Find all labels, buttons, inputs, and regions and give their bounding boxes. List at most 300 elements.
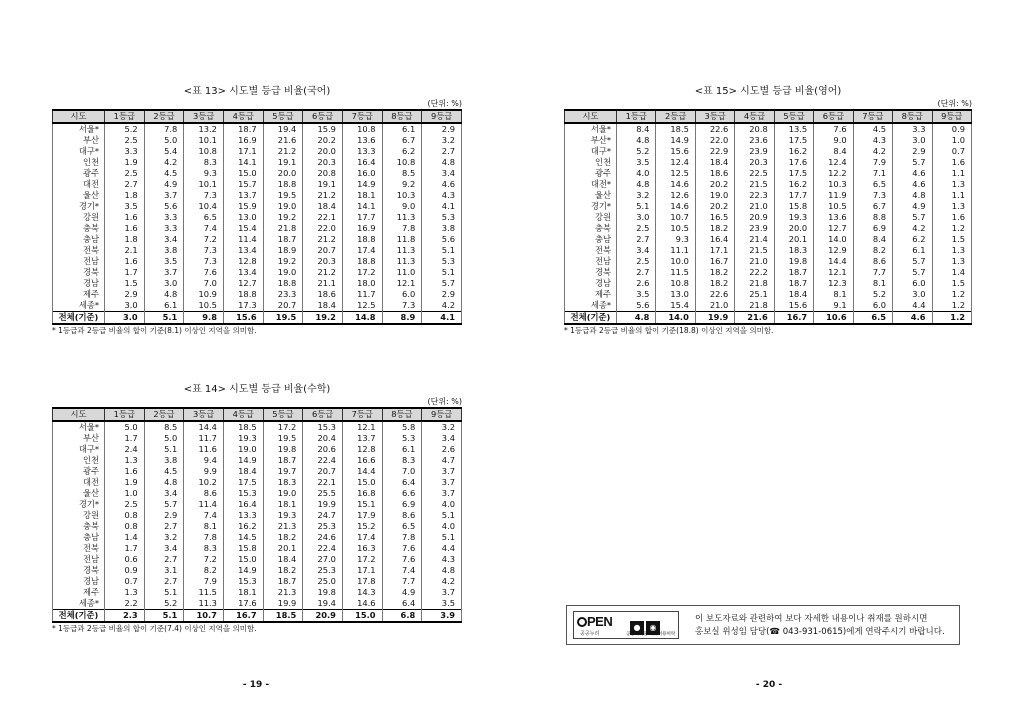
page-number-right: - 20 -: [755, 680, 783, 690]
region-cell: 울산: [565, 190, 617, 201]
table-13-panel: [52, 86, 462, 336]
value-cell: 19.0: [263, 488, 303, 499]
region-cell: 전남: [53, 256, 105, 267]
value-cell: 16.3: [342, 543, 382, 554]
value-cell: 22.0: [303, 223, 343, 234]
value-cell: 22.3: [735, 190, 774, 201]
value-cell: 15.3: [223, 488, 263, 499]
region-cell: 충남: [53, 234, 105, 245]
value-cell: 10.7: [656, 212, 695, 223]
header-grade-2: 2등급: [656, 110, 695, 123]
value-cell: 0.7: [105, 576, 145, 587]
value-cell: 18.9: [263, 245, 303, 256]
table-total-row: [53, 610, 462, 623]
value-cell: 3.7: [422, 466, 462, 477]
value-cell: 14.5: [223, 532, 263, 543]
value-cell: 20.4: [303, 433, 343, 444]
value-cell: 19.2: [263, 256, 303, 267]
value-cell: 4.5: [144, 466, 184, 477]
value-cell: 1.9: [105, 157, 145, 168]
value-cell: 17.1: [223, 146, 263, 157]
value-cell: 6.7: [853, 201, 892, 212]
value-cell: 13.4: [223, 267, 263, 278]
value-cell: 16.8: [342, 488, 382, 499]
contact-line-1: 이 보도자료와 관련하여 보다 자세한 내용이나 취재를 원하시면: [695, 614, 928, 624]
value-cell: 2.9: [144, 510, 184, 521]
value-cell: 20.0: [263, 168, 303, 179]
value-cell: 5.1: [422, 245, 462, 256]
region-cell: 충북: [53, 521, 105, 532]
region-cell: 경남: [53, 576, 105, 587]
header-grade-9: 9등급: [422, 408, 462, 421]
value-cell: 24.6: [303, 532, 343, 543]
value-cell: 4.8: [617, 312, 656, 325]
value-cell: 2.7: [144, 576, 184, 587]
value-cell: 5.3: [422, 212, 462, 223]
value-cell: 5.1: [422, 510, 462, 521]
table-header-row: [53, 110, 462, 123]
value-cell: 2.4: [105, 444, 145, 455]
value-cell: 7.3: [184, 190, 224, 201]
value-cell: 5.6: [617, 300, 656, 312]
region-cell: 전북: [53, 543, 105, 554]
value-cell: 7.9: [853, 157, 892, 168]
value-cell: 20.3: [303, 256, 343, 267]
region-cell: 부산: [53, 135, 105, 146]
value-cell: 19.0: [695, 190, 734, 201]
value-cell: 7.7: [382, 576, 422, 587]
open-license-box: [566, 605, 960, 645]
value-cell: 12.7: [814, 223, 853, 234]
value-cell: 13.6: [342, 135, 382, 146]
value-cell: 3.2: [617, 190, 656, 201]
region-cell: 제주: [53, 289, 105, 300]
value-cell: 17.8: [342, 576, 382, 587]
value-cell: 19.7: [263, 466, 303, 477]
value-cell: 13.3: [342, 146, 382, 157]
table-row: [53, 300, 462, 312]
value-cell: 5.8: [382, 421, 422, 433]
value-cell: 16.7: [223, 610, 263, 623]
value-cell: 13.3: [223, 510, 263, 521]
table-13: [52, 109, 462, 325]
table-row: [53, 234, 462, 245]
value-cell: 9.8: [184, 312, 224, 325]
table-row: [53, 433, 462, 444]
value-cell: 3.3: [144, 223, 184, 234]
value-cell: 13.0: [223, 212, 263, 223]
value-cell: 3.0: [105, 312, 145, 325]
table-row: [565, 146, 972, 157]
value-cell: 3.3: [893, 123, 932, 135]
value-cell: 19.5: [263, 312, 303, 325]
value-cell: 4.8: [422, 565, 462, 576]
value-cell: 2.5: [105, 168, 145, 179]
value-cell: 4.9: [382, 587, 422, 598]
value-cell: 13.7: [223, 190, 263, 201]
value-cell: 10.2: [184, 477, 224, 488]
value-cell: 16.2: [774, 146, 813, 157]
value-cell: 15.4: [656, 300, 695, 312]
value-cell: 18.1: [223, 587, 263, 598]
value-cell: 8.4: [617, 123, 656, 135]
value-cell: 4.8: [617, 135, 656, 146]
value-cell: 1.5: [932, 278, 972, 289]
value-cell: 2.7: [105, 179, 145, 190]
header-grade-4: 4등급: [735, 110, 774, 123]
header-grade-1: 1등급: [105, 408, 145, 421]
value-cell: 22.1: [303, 477, 343, 488]
value-cell: 15.6: [656, 146, 695, 157]
value-cell: 3.5: [105, 201, 145, 212]
value-cell: 12.7: [223, 278, 263, 289]
region-cell: 울산: [53, 190, 105, 201]
value-cell: 15.0: [342, 610, 382, 623]
value-cell: 14.9: [223, 565, 263, 576]
value-cell: 18.2: [263, 565, 303, 576]
value-cell: 17.7: [342, 212, 382, 223]
value-cell: 18.0: [342, 278, 382, 289]
value-cell: 3.8: [144, 245, 184, 256]
value-cell: 11.4: [223, 234, 263, 245]
value-cell: 16.5: [695, 212, 734, 223]
value-cell: 4.6: [893, 312, 932, 325]
value-cell: 18.3: [774, 245, 813, 256]
value-cell: 16.0: [342, 168, 382, 179]
value-cell: 21.4: [735, 234, 774, 245]
value-cell: 5.1: [422, 532, 462, 543]
value-cell: 25.3: [303, 565, 343, 576]
value-cell: 11.7: [342, 289, 382, 300]
value-cell: 11.6: [184, 444, 224, 455]
region-cell: 충북: [565, 223, 617, 234]
value-cell: 22.4: [303, 455, 343, 466]
table-row: [565, 212, 972, 223]
header-grade-5: 5등급: [263, 110, 303, 123]
value-cell: 17.4: [342, 245, 382, 256]
value-cell: 3.4: [144, 488, 184, 499]
value-cell: 12.8: [342, 444, 382, 455]
value-cell: 20.8: [303, 168, 343, 179]
value-cell: 16.2: [223, 521, 263, 532]
value-cell: 20.9: [303, 610, 343, 623]
value-cell: 0.9: [105, 565, 145, 576]
value-cell: 2.7: [422, 146, 462, 157]
value-cell: 7.8: [184, 532, 224, 543]
value-cell: 1.3: [932, 256, 972, 267]
header-grade-3: 3등급: [184, 408, 224, 421]
region-cell: 경북: [53, 565, 105, 576]
value-cell: 1.6: [105, 256, 145, 267]
value-cell: 1.6: [105, 466, 145, 477]
table-15: [564, 109, 972, 325]
value-cell: 0.8: [105, 521, 145, 532]
value-cell: 10.5: [656, 223, 695, 234]
value-cell: 12.1: [342, 421, 382, 433]
region-cell: 서울*: [565, 123, 617, 135]
value-cell: 14.1: [223, 157, 263, 168]
region-cell: 대구*: [53, 444, 105, 455]
value-cell: 14.0: [814, 234, 853, 245]
value-cell: 25.0: [303, 576, 343, 587]
table-row: [565, 223, 972, 234]
header-grade-1: 1등급: [617, 110, 656, 123]
value-cell: 9.1: [814, 300, 853, 312]
value-cell: 17.2: [342, 554, 382, 565]
value-cell: 1.2: [932, 289, 972, 300]
value-cell: 8.2: [184, 565, 224, 576]
value-cell: 18.4: [774, 289, 813, 300]
value-cell: 8.9: [382, 312, 422, 325]
value-cell: 19.0: [223, 444, 263, 455]
value-cell: 12.9: [814, 245, 853, 256]
value-cell: 25.5: [303, 488, 343, 499]
value-cell: 5.2: [105, 123, 145, 135]
value-cell: 8.3: [184, 543, 224, 554]
table-row: [565, 278, 972, 289]
value-cell: 18.6: [695, 168, 734, 179]
region-cell: 강원: [53, 212, 105, 223]
value-cell: 9.4: [184, 455, 224, 466]
value-cell: 12.1: [382, 278, 422, 289]
value-cell: 2.9: [422, 123, 462, 135]
value-cell: 1.1: [932, 190, 972, 201]
value-cell: 10.3: [382, 190, 422, 201]
value-cell: 22.6: [695, 289, 734, 300]
value-cell: 21.5: [735, 245, 774, 256]
table-row: [53, 157, 462, 168]
value-cell: 19.8: [303, 587, 343, 598]
value-cell: 2.5: [105, 135, 145, 146]
value-cell: 6.4: [382, 598, 422, 610]
value-cell: 9.3: [656, 234, 695, 245]
table-row: [565, 190, 972, 201]
value-cell: 3.0: [617, 212, 656, 223]
value-cell: 2.3: [105, 610, 145, 623]
table-row: [53, 499, 462, 510]
value-cell: 4.2: [422, 576, 462, 587]
value-cell: 20.6: [303, 444, 343, 455]
region-cell: 대전: [53, 477, 105, 488]
value-cell: 3.7: [422, 477, 462, 488]
value-cell: 18.4: [223, 466, 263, 477]
value-cell: 17.4: [342, 532, 382, 543]
table-row: [565, 168, 972, 179]
value-cell: 22.4: [303, 543, 343, 554]
value-cell: 17.2: [263, 421, 303, 433]
region-cell: 세종*: [53, 300, 105, 312]
table-row: [565, 256, 972, 267]
value-cell: 4.0: [422, 521, 462, 532]
value-cell: 18.8: [263, 278, 303, 289]
value-cell: 19.4: [263, 123, 303, 135]
region-cell: 충남: [565, 234, 617, 245]
value-cell: 10.6: [814, 312, 853, 325]
value-cell: 18.7: [223, 123, 263, 135]
region-cell: 서울*: [53, 421, 105, 433]
value-cell: 7.3: [184, 245, 224, 256]
header-grade-3: 3등급: [184, 110, 224, 123]
value-cell: 3.7: [422, 488, 462, 499]
value-cell: 8.4: [853, 234, 892, 245]
value-cell: 13.7: [342, 433, 382, 444]
value-cell: 12.5: [342, 300, 382, 312]
value-cell: 0.9: [932, 123, 972, 135]
table-row: [53, 256, 462, 267]
value-cell: 11.5: [656, 267, 695, 278]
value-cell: 2.7: [144, 554, 184, 565]
region-cell: 부산: [53, 433, 105, 444]
value-cell: 10.0: [656, 256, 695, 267]
value-cell: 5.7: [144, 499, 184, 510]
value-cell: 6.2: [893, 234, 932, 245]
value-cell: 6.2: [382, 146, 422, 157]
value-cell: 6.8: [382, 610, 422, 623]
table-row: [53, 521, 462, 532]
table-row: [565, 201, 972, 212]
header-grade-9: 9등급: [932, 110, 972, 123]
region-cell: 전북: [53, 245, 105, 256]
region-cell: 경기*: [53, 201, 105, 212]
value-cell: 7.0: [184, 278, 224, 289]
header-grade-8: 8등급: [382, 408, 422, 421]
value-cell: 2.5: [105, 499, 145, 510]
table-row: [565, 289, 972, 300]
value-cell: 21.1: [303, 278, 343, 289]
value-cell: 4.6: [893, 168, 932, 179]
region-cell: 강원: [53, 510, 105, 521]
value-cell: 5.1: [144, 610, 184, 623]
value-cell: 1.6: [105, 212, 145, 223]
value-cell: 18.8: [342, 256, 382, 267]
value-cell: 14.6: [342, 598, 382, 610]
value-cell: 2.6: [617, 278, 656, 289]
value-cell: 6.1: [144, 300, 184, 312]
open-ring-icon: [577, 617, 587, 627]
value-cell: 6.1: [382, 123, 422, 135]
value-cell: 9.9: [184, 466, 224, 477]
value-cell: 8.1: [814, 289, 853, 300]
value-cell: 11.3: [184, 598, 224, 610]
value-cell: 11.3: [382, 256, 422, 267]
value-cell: 17.7: [774, 190, 813, 201]
value-cell: 24.7: [303, 510, 343, 521]
table-row: [565, 135, 972, 146]
value-cell: 21.0: [735, 201, 774, 212]
value-cell: 1.7: [105, 543, 145, 554]
value-cell: 7.4: [184, 510, 224, 521]
table-row: [53, 587, 462, 598]
value-cell: 18.7: [263, 234, 303, 245]
header-grade-3: 3등급: [695, 110, 734, 123]
value-cell: 7.6: [184, 267, 224, 278]
table-row: [53, 278, 462, 289]
table-row: [53, 543, 462, 554]
value-cell: 21.6: [263, 135, 303, 146]
value-cell: 5.1: [144, 444, 184, 455]
value-cell: 17.9: [342, 510, 382, 521]
header-grade-4: 4등급: [223, 110, 263, 123]
value-cell: 19.2: [303, 312, 343, 325]
value-cell: 5.6: [144, 201, 184, 212]
value-cell: 5.1: [617, 201, 656, 212]
table-row: [53, 565, 462, 576]
value-cell: 1.3: [105, 587, 145, 598]
value-cell: 11.5: [184, 587, 224, 598]
value-cell: 7.0: [382, 466, 422, 477]
value-cell: 8.6: [853, 256, 892, 267]
value-cell: 23.9: [735, 146, 774, 157]
value-cell: 3.3: [105, 146, 145, 157]
value-cell: 15.1: [342, 499, 382, 510]
value-cell: 7.8: [382, 532, 422, 543]
value-cell: 25.3: [303, 521, 343, 532]
table-row: [565, 123, 972, 135]
value-cell: 3.5: [617, 157, 656, 168]
header-grade-7: 7등급: [853, 110, 892, 123]
value-cell: 15.0: [342, 477, 382, 488]
table-14-note: * 1등급과 2등급 비율의 합이 기준(7.4) 이상인 지역을 의미함.: [52, 624, 257, 633]
value-cell: 1.5: [932, 234, 972, 245]
value-cell: 10.9: [184, 289, 224, 300]
value-cell: 2.9: [893, 146, 932, 157]
value-cell: 3.4: [617, 245, 656, 256]
table-13-unit: (단위: %): [427, 99, 462, 108]
value-cell: 14.1: [342, 201, 382, 212]
region-cell: 세종*: [565, 300, 617, 312]
value-cell: 18.4: [303, 201, 343, 212]
table-14-unit: (단위: %): [427, 397, 462, 406]
value-cell: 3.5: [617, 289, 656, 300]
table-row: [53, 223, 462, 234]
table-row: [53, 532, 462, 543]
value-cell: 5.2: [617, 146, 656, 157]
value-cell: 14.4: [814, 256, 853, 267]
value-cell: 18.2: [695, 278, 734, 289]
value-cell: 1.9: [105, 477, 145, 488]
value-cell: 20.7: [263, 300, 303, 312]
value-cell: 22.5: [735, 168, 774, 179]
table-row: [53, 179, 462, 190]
region-cell: 충남: [53, 532, 105, 543]
value-cell: 18.7: [263, 576, 303, 587]
value-cell: 19.4: [303, 598, 343, 610]
table-row: [53, 212, 462, 223]
value-cell: 5.1: [144, 312, 184, 325]
value-cell: 2.9: [105, 289, 145, 300]
value-cell: 18.5: [263, 610, 303, 623]
value-cell: 16.7: [695, 256, 734, 267]
value-cell: 10.3: [814, 179, 853, 190]
header-grade-8: 8등급: [382, 110, 422, 123]
value-cell: 4.5: [144, 168, 184, 179]
value-cell: 3.4: [144, 234, 184, 245]
value-cell: 3.2: [422, 135, 462, 146]
value-cell: 21.0: [735, 256, 774, 267]
value-cell: 10.5: [184, 300, 224, 312]
value-cell: 6.7: [382, 135, 422, 146]
region-cell: 경남: [565, 278, 617, 289]
value-cell: 12.4: [656, 157, 695, 168]
value-cell: 15.6: [223, 312, 263, 325]
value-cell: 1.2: [932, 300, 972, 312]
value-cell: 6.9: [853, 223, 892, 234]
value-cell: 18.2: [695, 267, 734, 278]
region-cell: 강원: [565, 212, 617, 223]
value-cell: 8.3: [184, 157, 224, 168]
value-cell: 16.2: [774, 179, 813, 190]
value-cell: 8.3: [382, 455, 422, 466]
